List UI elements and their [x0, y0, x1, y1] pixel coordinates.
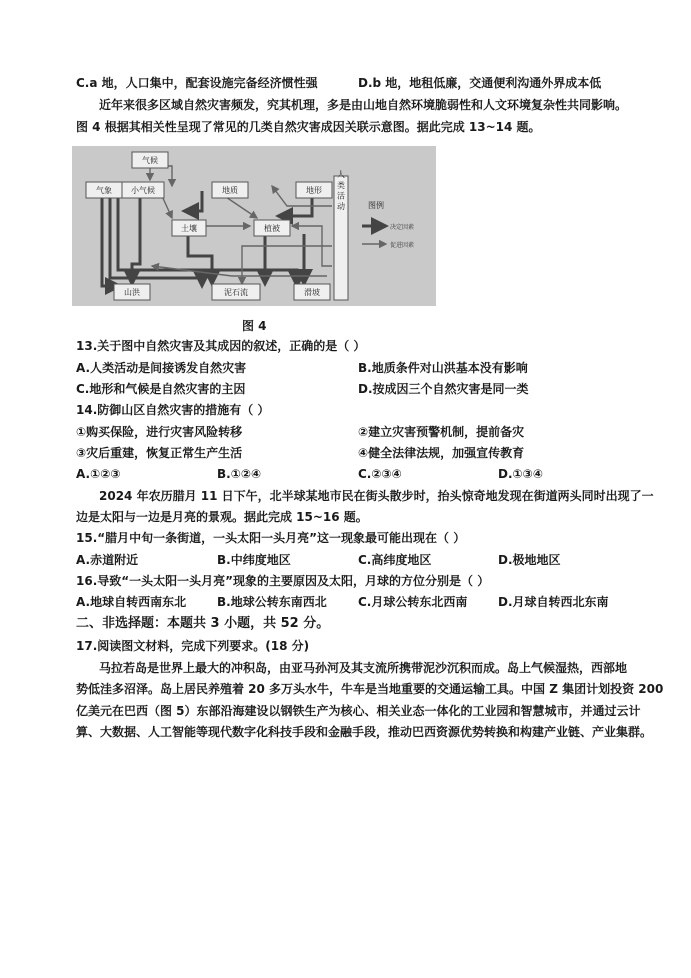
- q14-statement-1: ①购买保险，进行灾害风险转移: [76, 425, 243, 439]
- q14-option-d: D.①③④: [498, 467, 543, 481]
- q14-stem: 14.防御山区自然灾害的措施有（ ）: [76, 403, 270, 417]
- node-shanhong: 山洪: [124, 288, 140, 297]
- q16-option-b: B.地球公转东南西北: [217, 595, 327, 609]
- q14-option-b: B.①②④: [217, 467, 262, 481]
- legend-title: 图例: [368, 201, 384, 210]
- q17-stem: 17.阅读图文材料，完成下列要求。(18 分): [76, 639, 310, 653]
- q17-material-line1: 马拉若岛是世界上最大的冲积岛，由亚马孙河及其支流所携带泥沙沉积而成。岛上气候湿热，西部地: [99, 661, 628, 675]
- node-dixing: 地形: [306, 186, 322, 195]
- q13-option-c: C.地形和气候是自然灾害的主因: [76, 382, 246, 396]
- node-nishiliu: 泥石流: [224, 288, 248, 297]
- q15-option-a: A.赤道附近: [76, 553, 139, 567]
- figure-4-caption: 图 4: [242, 319, 267, 333]
- section-2-heading: 二、非选择题：本题共 3 小题，共 52 分。: [76, 616, 330, 631]
- node-qixiang: 气象: [96, 186, 112, 195]
- option-d-prev: D.b 地，地租低廉，交通便利沟通外界成本低: [358, 76, 602, 90]
- q15-option-c: C.高纬度地区: [358, 553, 432, 567]
- intro-13-14-line2: 图 4 根据其相关性呈现了常见的几类自然灾害成因关联示意图。据此完成 13~14 题。: [76, 120, 541, 134]
- q16-option-a: A.地球自转西南东北: [76, 595, 187, 609]
- figure-4-diagram: [72, 146, 436, 306]
- node-huapo: 滑坡: [304, 288, 320, 297]
- q15-option-b: B.中纬度地区: [217, 553, 291, 567]
- q17-material-line3: 亿美元在巴西（图 5）东部沿海建设以钢铁生产为核心、相关业态一体化的工业园和智慧城市，并通过云计: [76, 704, 641, 718]
- q13-option-a: A.人类活动是间接诱发自然灾害: [76, 361, 247, 375]
- q14-option-c: C.②③④: [358, 467, 402, 481]
- q17-material-line4: 算、大数据、人工智能等现代数字化科技手段和金融手段，推动巴西资源优势转换和构建产业链、产业集群。: [76, 725, 653, 739]
- intro-15-16-line1: 2024 年农历腊月 11 日下午，北半球某地市民在街头散步时，抬头惊奇地发现在街道两头同时出现了一: [99, 489, 654, 503]
- option-c-prev: C.a 地，人口集中，配套设施完备经济惯性强: [76, 76, 318, 90]
- q14-option-a: A.①②③: [76, 467, 121, 481]
- q13-option-b: B.地质条件对山洪基本没有影响: [358, 361, 528, 375]
- q15-option-d: D.极地地区: [498, 553, 561, 567]
- q14-statement-2: ②建立灾害预警机制，提前备灾: [358, 425, 525, 439]
- node-xiaoqihou: 小气候: [131, 186, 155, 195]
- q13-option-d: D.按成因三个自然灾害是同一类: [358, 382, 529, 396]
- node-qihou: 气候: [142, 156, 158, 165]
- q15-stem: 15.“腊月中旬一条街道，一头太阳一头月亮”这一现象最可能出现在（ ）: [76, 531, 466, 545]
- node-human-activity: 人 类 活 动: [336, 170, 346, 210]
- node-zhibei: 植被: [264, 224, 280, 233]
- q14-statement-3: ③灾后重建，恢复正常生产生活: [76, 446, 243, 460]
- disaster-cause-diagram: [72, 146, 436, 306]
- q16-option-d: D.月球自转西北东南: [498, 595, 609, 609]
- q16-option-c: C.月球公转东北西南: [358, 595, 468, 609]
- node-dizhi: 地质: [222, 186, 238, 195]
- node-turang: 土壤: [181, 224, 197, 233]
- q17-material-line2: 势低洼多沼泽。岛上居民养殖着 20 多万头水牛，牛车是当地重要的交通运输工具。中国 Z 集团计划投资 200: [76, 682, 664, 696]
- q14-statement-4: ④健全法律法规，加强宣传教育: [358, 446, 525, 460]
- legend-item-promoting: 促进因素: [390, 242, 415, 249]
- intro-15-16-line2: 边是太阳与一边是月亮的景观。据此完成 15~16 题。: [76, 510, 368, 524]
- legend-item-deciding: 决定因素: [390, 224, 415, 231]
- q16-stem: 16.导致“一头太阳一头月亮”现象的主要原因及太阳，月球的方位分别是（ ）: [76, 574, 490, 588]
- q13-stem: 13.关于图中自然灾害及其成因的叙述，正确的是（ ）: [76, 339, 366, 353]
- figure-legend: [362, 200, 414, 249]
- intro-13-14-line1: 近年来很多区域自然灾害频发，究其机理，多是由山地自然环境脆弱性和人文环境复杂性共同影响。: [99, 98, 628, 112]
